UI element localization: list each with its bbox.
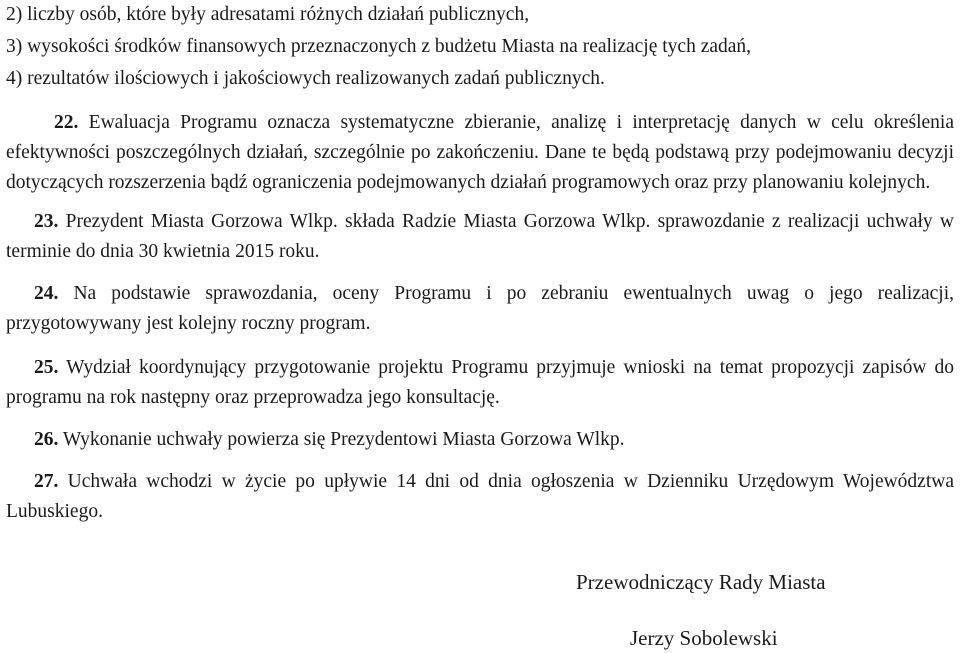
paragraph-27 (6, 467, 954, 527)
signature-name: Jerzy Sobolewski (630, 626, 778, 650)
paragraph-number: 24. (34, 283, 59, 304)
list-item: 4) rezultatów ilościowych i jakościowych realizowanych zadań publicznych. (6, 68, 605, 89)
paragraph-text: Ewaluacja Programu oznacza systematyczne zbieranie, analizę i interpretację danych w celu określenia efektywności poszczególnych działań, szczególnie po zakończeniu. Dane te będą podstawą przy podejmowaniu decyzji dotyczących rozszerzenia bądź ograniczenia podejmowanych działań programowych oraz przy planowaniu kolejnych. (6, 112, 954, 193)
paragraph-text: Wydział koordynujący przygotowanie projektu Programu przyjmuje wnioski na temat propozycji zapisów do programu na rok następny oraz przeprowadza jego konsultację. (6, 357, 954, 408)
document-body (6, 0, 954, 527)
paragraph-number: 23. (34, 211, 59, 232)
paragraph-number: 22. (54, 112, 79, 133)
paragraph-text: Uchwała wchodzi w życie po upływie 14 dni od dnia ogłoszenia w Dzienniku Urzędowym Województwa Lubuskiego. (6, 471, 954, 522)
paragraph-23 (6, 207, 954, 267)
paragraph-number: 27. (34, 471, 59, 492)
paragraph-text: Wykonanie uchwały powierza się Prezydentowi Miasta Gorzowa Wlkp. (58, 429, 625, 450)
paragraph-24 (6, 279, 954, 339)
paragraph-26 (6, 425, 954, 455)
paragraph-22 (6, 108, 954, 198)
signature-title: Przewodniczący Rady Miasta (576, 570, 826, 594)
paragraph-25 (6, 353, 954, 413)
paragraph-number: 26. (34, 429, 59, 450)
list-item: 2) liczby osób, które były adresatami różnych działań publicznych, (6, 4, 530, 25)
paragraph-number: 25. (34, 357, 59, 378)
paragraph-text: Prezydent Miasta Gorzowa Wlkp. składa Radzie Miasta Gorzowa Wlkp. sprawozdanie z realizacji uchwały w terminie do dnia 30 kwietnia 2015 roku. (6, 211, 954, 262)
list-item: 3) wysokości środków finansowych przeznaczonych z budżetu Miasta na realizację tych zadań, (6, 36, 752, 57)
paragraph-text: Na podstawie sprawozdania, oceny Programu i po zebraniu ewentualnych uwag o jego realizacji, przygotowywany jest kolejny roczny program. (6, 283, 954, 334)
